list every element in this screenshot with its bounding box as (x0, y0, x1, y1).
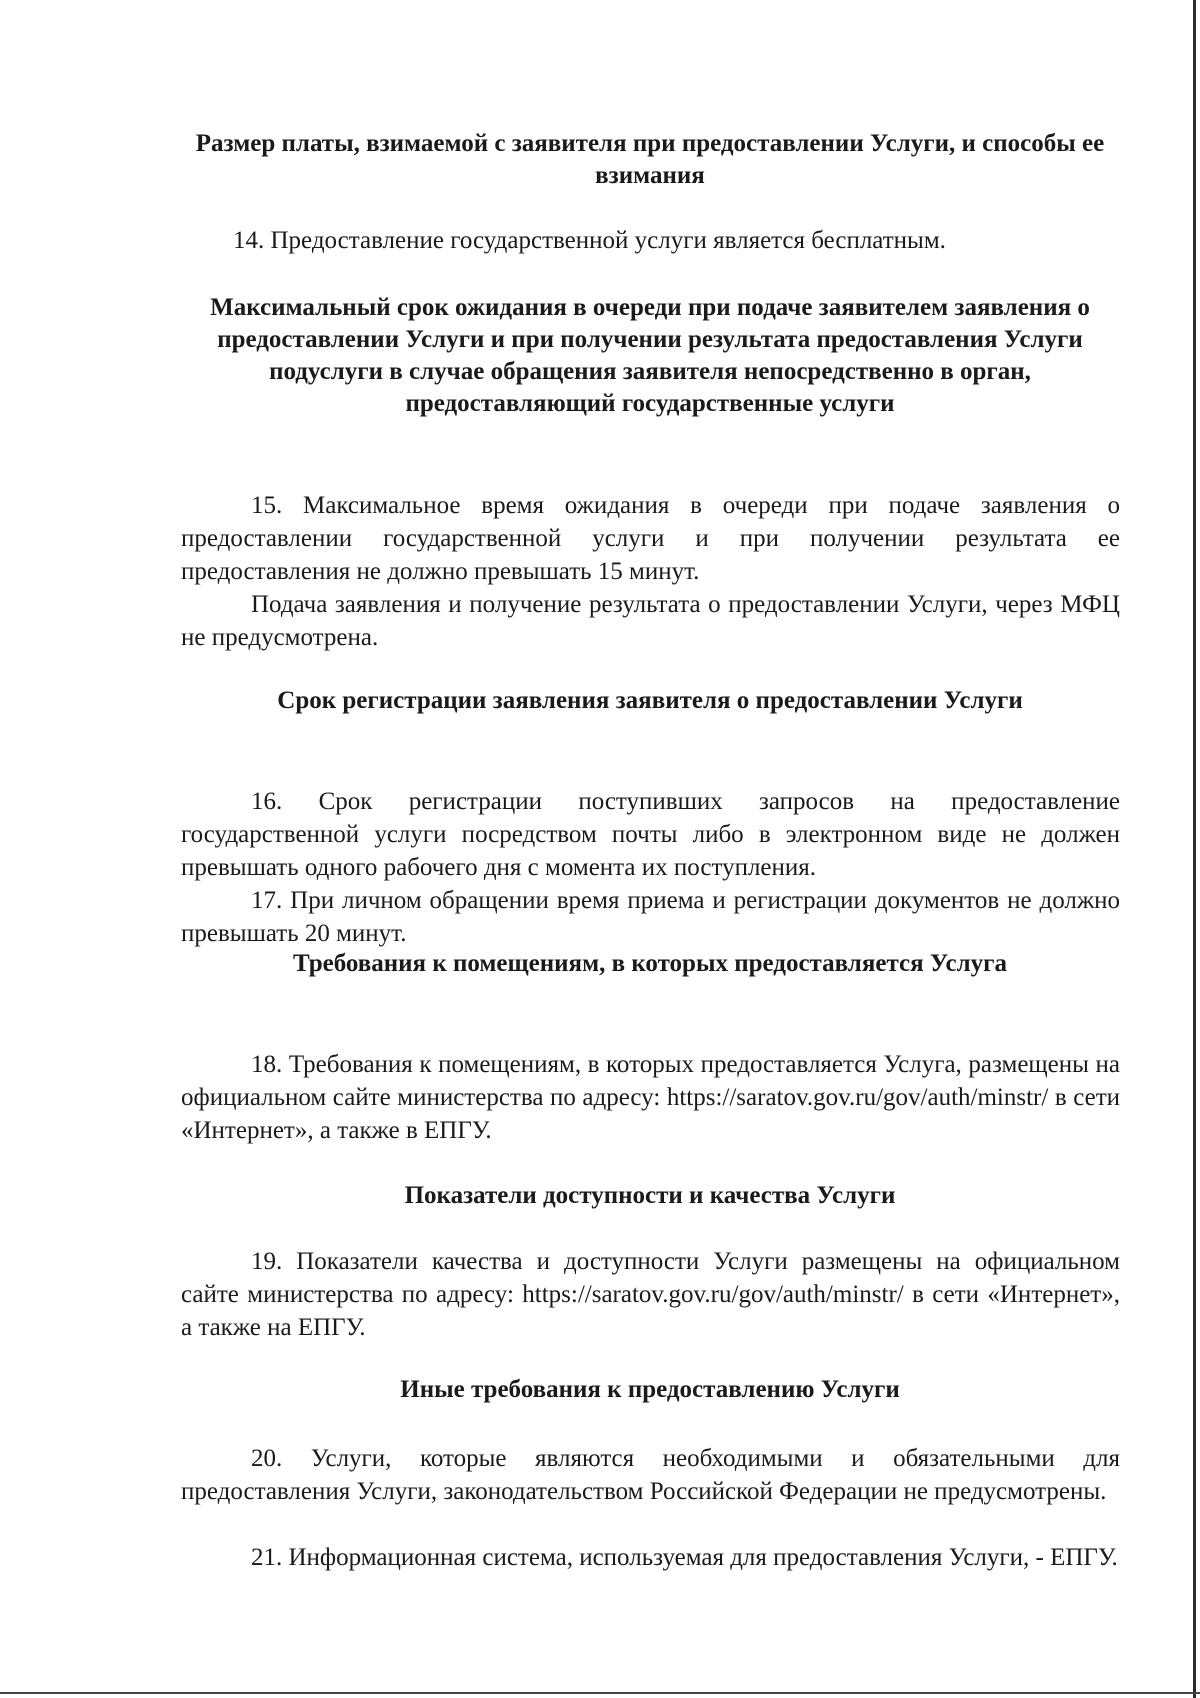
section-heading-premises: Требования к помещениям, в которых предоставляется Услуга (292, 950, 1008, 977)
section-heading-quality-indicators: Показатели доступности и качества Услуги (404, 1182, 896, 1209)
paragraph-21: 21. Информационная система, используемая для предоставления Услуги, - ЕПГУ. (251, 1544, 1118, 1571)
section-heading-queue-time: Максимальный срок ожидания в очереди при подаче заявителем заявления о предоставлении Услуги и при получении результата предоставления Услуги подуслуги в случае обращения заявителя непосредственно в орган, предоставляющий государственные услуги (210, 294, 1090, 417)
paragraph-16: 16. Срок регистрации поступивших запросов на предоставление государственной услуги посредством почты либо в электронном виде не должен превышать одного рабочего дня с момента их поступления. (181, 788, 1120, 881)
paragraph-19: 19. Показатели качества и доступности Услуги размещены на официальном сайте министерства по адресу: https://saratov.gov.ru/gov/auth/minstr/ в сети «Интернет», а также на ЕПГУ. (181, 1248, 1120, 1341)
paragraph-20: 20. Услуги, которые являются необходимыми и обязательными для предоставления Услуги, законодательством Российской Федерации не предусмотрены. (181, 1445, 1120, 1505)
paragraph-14: 14. Предоставление государственной услуги является бесплатным. (233, 227, 946, 254)
section-heading-registration-term: Срок регистрации заявления заявителя о предоставлении Услуги (277, 687, 1023, 714)
section-heading-fee: Размер платы, взимаемой с заявителя при предоставлении Услуги, и способы ее взимания (195, 130, 1105, 189)
paragraph-15: 15. Максимальное время ожидания в очереди при подаче заявления о предоставлении государственной услуги и при получении результата ее предоставления не должно превышать 15 минут. (181, 492, 1120, 585)
paragraph-18: 18. Требования к помещениям, в которых предоставляется Услуга, размещены на официальном сайте министерства по адресу: https://saratov.gov.ru/gov/auth/minstr/ в сети «Интернет», а также в ЕПГУ. (181, 1051, 1120, 1144)
page-edge-right (1193, 0, 1196, 1698)
page-edge-bottom (0, 1692, 1200, 1694)
paragraph-mfc: Подача заявления и получение результата о предоставлении Услуги, через МФЦ не предусмотрена. (181, 591, 1120, 651)
section-heading-other-requirements: Иные требования к предоставлению Услуги (400, 1376, 900, 1403)
paragraph-17: 17. При личном обращении время приема и регистрации документов не должно превышать 20 минут. (181, 887, 1120, 947)
